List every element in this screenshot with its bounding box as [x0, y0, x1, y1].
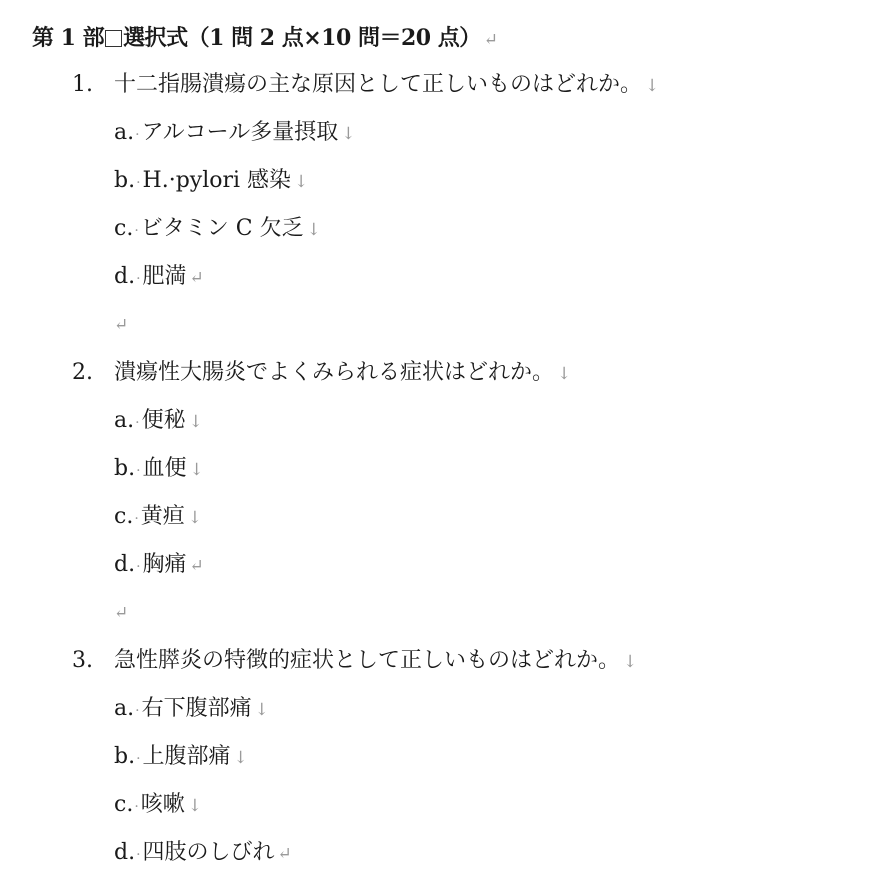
line-break-icon: ↓: [645, 76, 660, 96]
option-item: [114, 739, 248, 777]
space-dot-icon: ·: [136, 559, 141, 575]
space-dot-icon: ·: [134, 223, 139, 239]
option-text: ビタミン C 欠乏: [140, 216, 304, 241]
paragraph-mark-icon: ↵: [189, 268, 204, 288]
question-text-body: 潰瘍性大腸炎でよくみられる症状はどれか。: [114, 360, 555, 385]
option-letter: d.: [114, 840, 136, 865]
question-text: [114, 643, 637, 680]
option-letter: a.: [114, 408, 135, 433]
paragraph-mark-icon: ↵: [277, 844, 292, 864]
question-text-body: 急性膵炎の特徴的症状として正しいものはどれか。: [114, 648, 621, 673]
option-item: [114, 211, 321, 249]
section-title-prefix: 第 1 部: [32, 25, 105, 51]
line-break-icon: ↓: [188, 412, 203, 432]
section-title-rest: 選択式（1 問 2 点×10 問＝20 点）: [123, 25, 481, 51]
placeholder-square-icon: [105, 30, 122, 47]
question-number: 1.: [72, 72, 93, 97]
option-letter: a.: [114, 696, 135, 721]
option-letter: d.: [114, 552, 136, 577]
option-item: [114, 691, 269, 729]
section-title: [32, 20, 497, 58]
option-letter: b.: [114, 168, 136, 193]
option-item: [114, 835, 292, 873]
option-item: [114, 163, 308, 201]
space-dot-icon: ·: [134, 799, 139, 815]
option-letter: c.: [114, 504, 134, 529]
option-item: [114, 115, 356, 153]
paragraph-mark-icon: ↵: [483, 30, 498, 50]
option-item: [114, 259, 204, 297]
line-break-icon: ↓: [557, 364, 572, 384]
empty-paragraph-mark-icon: ↵: [114, 315, 129, 335]
question-number: 3.: [72, 648, 93, 673]
line-break-icon: ↓: [623, 652, 638, 672]
empty-paragraph-mark-icon: ↵: [114, 603, 129, 623]
option-text: 胸痛: [142, 552, 187, 577]
space-dot-icon: ·: [135, 703, 140, 719]
line-break-icon: ↓: [187, 508, 203, 528]
option-text: 四肢のしびれ: [142, 840, 275, 865]
option-text: 肥満: [142, 264, 187, 289]
line-break-icon: ↓: [294, 172, 309, 192]
option-item: [114, 451, 204, 489]
space-dot-icon: ·: [136, 175, 141, 191]
space-dot-icon: ·: [136, 847, 141, 863]
line-break-icon: ↓: [306, 220, 321, 240]
option-letter: b.: [114, 456, 136, 481]
space-dot-icon: ·: [136, 751, 141, 767]
question-number: 2.: [72, 360, 93, 385]
option-letter: b.: [114, 744, 136, 769]
option-letter: d.: [114, 264, 136, 289]
option-letter: c.: [114, 216, 134, 241]
option-text: 便秘: [141, 408, 186, 433]
line-break-icon: ↓: [254, 700, 269, 720]
option-text: 黄疸: [140, 504, 185, 529]
option-text: H.·pylori 感染: [142, 168, 292, 193]
question-text: [114, 67, 659, 104]
space-dot-icon: ·: [135, 127, 140, 143]
option-text: 上腹部痛: [142, 744, 231, 769]
line-break-icon: ↓: [189, 460, 204, 480]
space-dot-icon: ·: [135, 415, 140, 431]
line-break-icon: ↓: [187, 796, 203, 816]
option-text: 咳嗽: [140, 792, 185, 817]
option-item: [114, 787, 202, 825]
space-dot-icon: ·: [134, 511, 139, 527]
option-text: 右下腹部痛: [141, 696, 252, 721]
space-dot-icon: ·: [136, 271, 141, 287]
space-dot-icon: ·: [136, 463, 141, 479]
line-break-icon: ↓: [233, 748, 248, 768]
question-text: [114, 355, 571, 392]
line-break-icon: ↓: [341, 124, 356, 144]
paragraph-mark-icon: ↵: [189, 556, 204, 576]
option-letter: c.: [114, 792, 134, 817]
question-text-body: 十二指腸潰瘍の主な原因として正しいものはどれか。: [114, 72, 643, 97]
option-letter: a.: [114, 120, 135, 145]
option-item: [114, 499, 202, 537]
option-item: [114, 547, 204, 585]
option-text: 血便: [142, 456, 187, 481]
option-item: [114, 403, 203, 441]
option-text: アルコール多量摂取: [141, 120, 339, 145]
